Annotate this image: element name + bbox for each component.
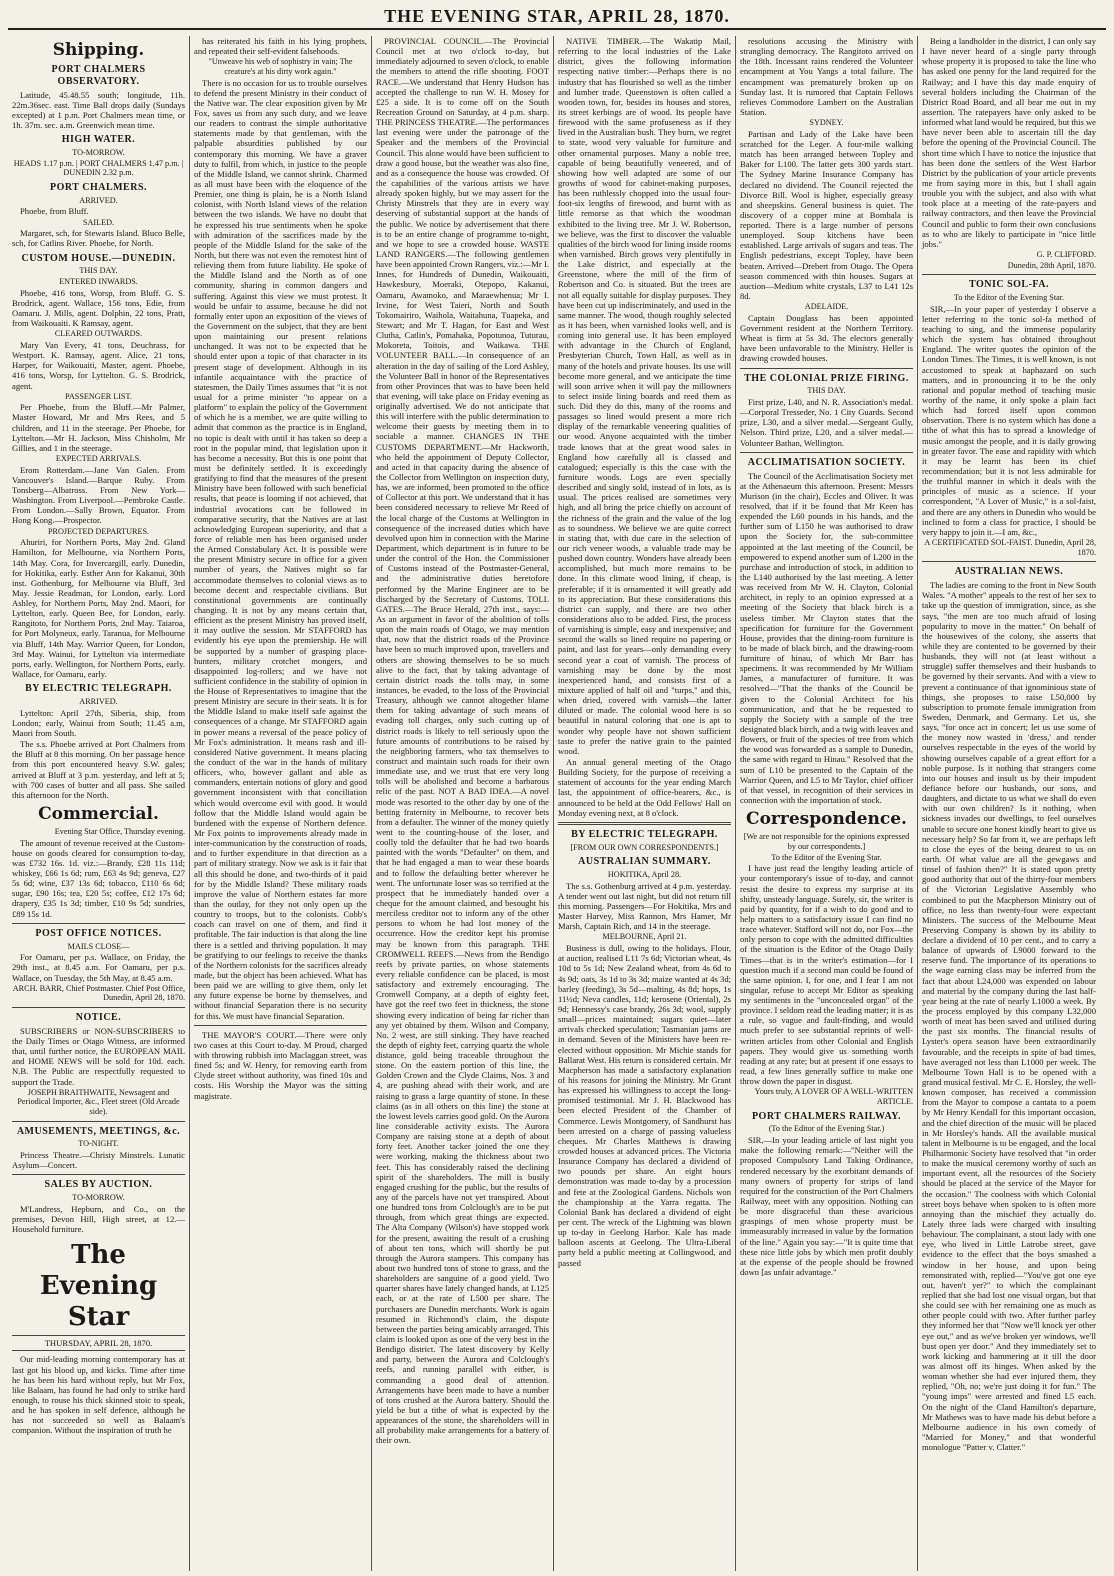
projected-label: PROJECTED DEPARTURES. bbox=[47, 526, 150, 536]
passenger-label: PASSENGER LIST. bbox=[65, 391, 132, 401]
tonic-text: SIR,—In your paper of yesterday I observe a letter referring to the tonic sol-fa method of teaching to sing, and the immense popularity which the system has obtained throughout England. The writer quotes the opinion of the London Times. The Times, it is well known, is not accustomed to speak at haphazard on such matters, and in pronouncing it to be the only rational and popular method of teaching music worthy of the name, it only spoke a plain fact which had forced itself upon common observation. There is no system which has done a tithe of what this has to spread a knowledge of music amongst the people, and it is daily growing in greater favor. The ease and rapidity with which it may be learnt has been its chief recommendation; but it is not less admirable for the truthful manner in which it deals with the principles of music as a science. If your correspondent, "A Lover of Music," is a sol-faist, and there are any others in Dunedin who would be inclined to form a class for practice, I should be very happy to join it.—I am, &c., bbox=[922, 303, 1096, 537]
entered-text: Phoebe, 416 tons, Worsp, from Bluff. G. S. Brodrick, agent. Wallace, 156 tons, Edie, from Oamaru. J. Mills, agent. Dolphin, 22 tons, Pratt, from Waikouaiti. K Ramsay, agent. bbox=[12, 287, 185, 329]
column-5 bbox=[736, 36, 918, 1571]
mails-close-label: MAILS CLOSE— bbox=[67, 941, 130, 951]
passenger-text: Per Phoebe, from the Bluff.—Mr Palmer, Master Howard, Mr and Mrs Rees, and 5 children, and 11 in the steerage. Per Phoebe, for Lyttelton.—Mr H. Jackson, Miss Chisholm, Mr Gillies, and 1 in the steerage. bbox=[12, 402, 185, 453]
divider bbox=[922, 561, 1096, 562]
masthead: THE EVENING STAR, APRIL 28, 1870. bbox=[8, 6, 1106, 30]
notice-heading: NOTICE. bbox=[75, 1012, 122, 1023]
customs-heading: CUSTOM HOUSE.—DUNEDIN. bbox=[21, 252, 176, 264]
high-water-tomorrow: TO-MORROW. bbox=[72, 148, 125, 157]
postmaster: ARCH. BARR, Chief Postmaster. Chief Post Office, Dunedin, April 28, 1870. bbox=[12, 983, 185, 1003]
divider bbox=[12, 1007, 185, 1008]
tonic-signature: A CERTIFICATED SOL-FAIST. Dunedin, April 28, 1870. bbox=[924, 538, 1096, 557]
shipping-heading: Shipping. bbox=[52, 40, 145, 60]
hokitika-text: The s.s. Gothenburg arrived at 4 p.m. yesterday. A tender went out last night, but did not return till this morning. Passengers—For Hokitika, Mrs and Master Harvey, Miss Rannon, Mrs Hamer, Mr Marsh, Captain Rich, and 14 in the steerage. bbox=[558, 880, 731, 932]
entered-label: ENTERED INWARDS. bbox=[59, 277, 138, 287]
native-timber: NATIVE TIMBER.—The Wakatip Mail, referring to the local industries of the Lake district, gives the following information respecting native timber:—Perhaps there is no industry that has flourished so well as the timber and lumber trade. Queenstown is often called a wooden town, for, besides its houses and stores, its street kerbings are of wood. Its people have firewood with the same profuseness as if they lived in the Australian bush. They burn, we regret to state, wood very valuable for furniture and other ornamental purposes. Many a noble tree, capable of being beautifully veneered, and of showing how well adapted are some of our growths of wood for cabinet-making purposes, has been ruthlessly chopped into the usual four-foot-six lengths of firewood, and burnt with as little remorse as that which the woodman exhibited to the living tree. Mr J. W. Robertson, we believe, was the first to discover the valuable qualities of the birch wood for lining inside rooms when varnished. Birch grows very plentifully in the Lake district, and especially at the Greenstone, where the mill of the firm of Robertson and Co. is situated. But the trees are not all equally suitable for display purposes. They have been cut up indiscriminately, and used in the same manner. The wood, though roughly selected as it has been, when varnished looks well, and is coming into general use. It has been employed with advantage in the Church of England, Presbyterian Church, Town Hall, as well as in many of the hotels and private houses. Its use will become more general, and we anticipate the time will soon arrive when it will pay the millowners to select inside lining boards and reed them as such. Did they do this, many of the rooms and passages so lined would present a more rich display of the remarkable veneering qualities of our wood. Anyone acquainted with the timber trade knows that at the great wood sales in England how carefully all is classed and catalogued; especially is this the case with the furniture woods. Logs are even specially described and singly sold, instead of in lots, as is usual. The prices realised are sometimes very high, and all bring the price chiefly on account of the richness of the grain and the value of the log as to soundness. We believe we are quite correct in stating that, with due care in the selection of our rich veneer woods, a valuable trade may be pushed down country. Wonders have already been accomplished, but much more remains to be done. In this climate wood lining, if cheap, is preferable; if it is ornamented it will greatly add to its appreciation. But these considerations this district can supply, and there are two other considerations also to be added. First, the process of varnishing is simple, easy and inexpensive; and second the walls so lined require no papering or paint, and last for years—only demanding every second year a coat of varnish. The process of varnishing may be done by the most inexperienced hand, and consists first of a mixture applied of half oil and "turps," and this, when dried, covered with varnish—the latter diluted or made. The colonial wood here is so beautiful in natural coloring that one is apt to wonder why people have not shown sufficient taste to prefer the native grain to the painted wood. bbox=[558, 36, 731, 756]
port-chalmers-heading: PORT CHALMERS. bbox=[49, 182, 148, 194]
letter-signature: Yours truly, A LOVER OF A WELL-WRITTEN ARTICLE. bbox=[754, 1087, 913, 1106]
column-4 bbox=[554, 36, 736, 1571]
local-news: PROVINCIAL COUNCIL.—The Provincial Council met at two o'clock to-day, but immediately adjourned to seven o'clock, to enable the members to attend the rifle shooting. FOOT RACE.—We understand that Henry Hudson has accepted the challenge to run W. H. Mosey for £25 a side. It is to come off on the South Recreation Ground on Saturday, at 4 p.m. sharp. THE PRINCESS THEATRE.—The performances last evening were under the patronage of the Speaker and the members of the Provincial Council. This alone would have been sufficient to draw a good house, but the weather was also fine, and as a consequence the house was crowded. Of the capabilities of the various artists we have already spoken highly, but we may assert for the Christy Minstrels that they are in every way deserving of substantial support at the hands of the public. We notice by advertisement that there is to be an entire change of programme to-night, and we hope to see a crowded house. WASTE LAND RANGERS.—The following gentlemen have been appointed Crown Rangers, viz.:—Mr I. Innes, for Hundreds of Dunedin, Waikouaiti, Hawkesbury, Moeraki, Otepopo, Kakanui, Oamaru, Awamoko, and Maraewhenua; Mr I. Irvine, for West Taieri, North and South Tokomairiro, Waihola, Waitahuna, Tuapeka, and Stewart; and Mr T. Hagan, for East and West Clutha, Catlin's, Pomahaka, Popotunoa, Tuturau, Mokoreta, Toitois, and Waikawa. THE VOLUNTEER BALL.—In consequence of an alteration in the day of sailing of the Lord Ashley, the Volunteer Ball in honor of the Representatives from other Provinces that was to have been held that evening, will take place on Friday evening as originally advertised. We do not anticipate that this will interfere with the public determination to welcome their guests by meeting them in to sociable a manner. CHANGES IN THE CUSTOMS DEPARTMENT.—Mr Hackworth, who held the appointment of Deputy Collector, and acted in that capacity during the absence of the Collector from Wellington on inspection duty, has, we are informed, been promoted to the office of Collector at this port. We understand that it has been considered necessary to relieve Mr Reed of the local charge of the Customs at Wellington in consequence of the increased duties which have devolved upon him in connection with the Marine Department, which department is in future to be under the control of the Hon. the Commissioner of Customs instead of the Postmaster-General, and the administrative duties heretofore performed by the Marine Engineer are to be discharged by the Secretary of Customs. TOLL GATES.—The Bruce Herald, 27th inst., says:—As an argument in favor of the abolition of tolls upon the main roads of Otago, we may mention that, now that the district roads of the Province have been so much improved upon, travellers and others are showing themselves to be so much alive to the fact, that by taking advantage of certain district roads the tolls may, in some instances, be evaded, to the loss of the Provincial Treasury, although we cannot altogether blame them for taking advantage of such means of evading toll charges, only such cutting up of district roads is likely to tell seriously upon the future amounts of contributions to be raised by the neighboring farmers, who tax themselves to construct and maintain such roads for their own immediate use, and we trust that ere very long tolls will be abolished and become a barbarous relic of the past. NOT A BAD IDEA.—A novel mode was resorted to the other day by one of the betting fraternity in Melbourne, to recover bets from a defaulter. The winner of the money quietly went to the counting-house of the loser, and coolly told the defaulter that he had two boards painted with the words "Defaulter" on them, and that he had engaged a man to wear these boards and to follow the defaulting better wherever he went. The unfortunate loser was so terrified at the prospect that he immediately handed over a cheque for the amount claimed, and besought his merciless creditor not to inform any of the other persons to whom he had lost money of the occurrence. How the creditor kept his promise may be known from this paragraph. THE CROMWELL REEFS.—News from the Bendigo reefs by private parties, on whose statements every reliable confidence can be placed, is most satisfactory and extremely encouraging. The Cromwell Company, at a depth of eighty feet, have got the reef two feet in thickness, the stone showing every indication of being far richer than any yet obtained by them. Wilson and Company, No. 2 west, are still sinking. They have reached the depth of eighty feet, carrying quartz the whole distance, gold being traceable throughout the stone. On the eastern portion of this line, the Golden Crown and the Clyde Claims, Nos. 3 and 4, are pushing ahead with their work, and are raising to grass a large quantity of stone. In these claims (as in all others on this line) the stone at the lowest levels carries good gold. On the Aurora line considerable activity exists. The Aurora Company are raising stone at a depth of about forty feet. Another tacker joined the one they were working, making the thickness about two feet. This has considerably raised the declining spirit of the shareholders. The mill is busily engaged crushing for the public, but the results of any of the parcels have not yet transpired. About one hundred tons from Colclough's are to be put through, from which great things are expected. The Alta Company (Wilson's) have stopped work for the present, awaiting the result of a crushing of about ten tons, which will shortly be put through the Aurora stampers. This company has about two hundred tons of stone to grass, and the shareholders are sanguine of a good yield. Two quarter shares have lately changed hands, at L125 each, or at the rate of L500 per share. The purchasers are Dunedin merchants. Work is again resumed in Richmond's claim, the dispute between the parties being amicably arranged. This claim is looked upon as one of the very best in the Bendigo district. The latest discovery by Kelly and party, between the Aurora and Colclough's reefs, and running parallel with either, is commanding a good deal of attention. Arrangements have been made to have a number of tons crushed at the Aurora battery. Should the yield be but a tithe of what is expected by the appearances of the stone, the shareholders will in all probability make arrangements for a battery of their own. bbox=[376, 36, 549, 1446]
column-2 bbox=[190, 36, 372, 1571]
adelaide-text: Captain Douglass has been appointed Government resident at the Northern Territory. Wheat is firm at 5s 3d. The electors generally have been unfavorable to the Ministry. Heller is drawing crowded houses. bbox=[740, 312, 913, 364]
expected-label: EXPECTED ARRIVALS. bbox=[55, 454, 142, 464]
sailed-text: Margaret, sch, for Stewarts Island. Bluco Belle, sch, for Catlins River. Phoebe, for North. bbox=[12, 228, 185, 249]
railway-letter-continued: Being a landholder in the district, I can only say I have never heard of a single party through whose property it is proposed to take the line who has asked one penny for the land required for the Railway; and I have this day made enquiry of several holders including the Chairman of the District Road Board, and all bear me out in my assertion. The ratepayers have only asked to be informed what land would be required, but this we have never been able to ascertain till the day before the opening of the Provincial Council. The short time which I have to notice the injustice that has been done the settlers of the West Harbor District by the publication of your article prevents me from saying more in this, but I shall again trouble you with the subject, and also with what took place at a meeting of the rate-payers and railway contractors, and then leave the Provincial Council and public to form their own conclusions as to who are likely to participate in "nice little jobs." bbox=[922, 36, 1096, 249]
observatory-heading: PORT CHALMERS OBSERVATORY. bbox=[51, 64, 146, 87]
sales-tomorrow: TO-MORROW. bbox=[72, 1193, 125, 1203]
projected-text: Ahuriri, for Northern Ports, May 2nd. Gland Hamilton, for Melbourne, via Northern Ports, 14th May. Cora, for Invercargill, early. Dunedin, for Hokitika, early. Esther Ann for Kakanui, 30th inst. Gothenburg, for Melbourne via Bluff, 3rd May. Jessie Readman, for London, early. Lord Ashley, for Northern Ports, May 2nd. Maori, for Lyttelton, early. Queen Bee, for London, early. Rangitoto, for Northern Ports, 2nd May. Taiaroa, for Port Molyneux, early. Taranua, for Melbourne via Bluff, 14th May. Warrior Queen, for London, 3rd May. Wainui, for Lyttelton via intermediate ports, early. Wellington, for Northern Ports, early. Wallace, for Oamaru, early. bbox=[12, 537, 185, 680]
sales-heading: SALES BY AUCTION. bbox=[44, 1179, 153, 1191]
electric-text: Lyttelton: April 27th, Siberia, ship, from London; early, Wainui from South; 11.45 a.m, Maori from South. bbox=[12, 707, 185, 738]
leader-body: There is no occasion for us to trouble ourselves to defend the present Ministry in their conduct of the Native war. The clear exposition given by Mr Fox, saves us from any such duty, and we leave our readers to contrast the simple authoritative statements made by that gentleman, with the palpable absurdities published by our contemporary this morning. We have a graver duty to fulfil, from which, in justice to the people of the Middle Island, we cannot shrink. Charmed as all must have been with the eloquence of the Premier, one thing is plain, he is a North Island colonist, with North Island views of the relation between the two islands. We have no doubt that he expressed his true sentiments when he spoke with admiration of the sacrifices made by the people of the Middle Island for the sake of the North, but there was not even the remotest hint of relieving them from future liability. He spoke of the Middle Island and the North as of one community, sharing in common dangers and suffering. Against this view we must protest. It would be unfair to assume, because he did not formally enter upon an exposition of the views of the Government on the subject, that they are bent upon maintaining our present relations unchanged. It was not to be expected that he should enter upon a topic of that character in its present stage of development. Although in its infantile acquaintance with the practice of statesmen, the Daily Times assumes that "it is not usual for a prime minister "to appear on a platform" to explain the policy of the Government of which he is a member, we are quite willing to admit that common as the practice is in England, no topic is dealt with until it has taken so deep a root in the popular mind, that legislation upon it has become a necessity. But this is one point that must be definitely settled. It is exceedingly gratifying to find that the measures of the present Ministry have been followed with such beneficial results, that peace is looming if not achieved, that industrial avocations can be followed in comparative security, that the Natives are at last acknowledging European superiority, and that a force of reliable men has been organised under the Armed Constabulary Act. It is possible were the present Ministry secure in office for a given number of years, the Natives might so far accommodate themselves to colonial views as to become decent and respectable civilians. But constitutional governments are continually changing. It is not by any means certain that, efficient as the present Ministry has proved itself, it may outlive the session. Mr STAFFORD has evidently his eye upon the premiership. He will be supported by a number of grasping place-hunters, military crotchet mongers, and disappointed log-rollers; and we have not sufficient confidence in the stability of opinion in the House of Representatives to imagine that the present Ministry are secure in their seats. It is for the Middle Island to make itself safe against the consequences of a change. Mr STAFFORD again in power means a reversal of the peace policy of Mr Fox's administration. It means rash and ill-considered Native government. It means placing the conduct of the war in the hands of military officers, who, however gallant and able as commanders, entertain notions of glory and good government inconsistent with that conciliation which would overcome evil with good. It would follow that the Middle Island would again be burdened with the expense of Northern defence. Mr Fox points to improvements already made in inter-communication by the construction of roads, and to further expenditure in that direction as a part of military strategy. Now we ask is it fair that all this should be done, and two-thirds of it paid for by the Middle Island? These military roads improve the value of Northern estates far more than the outlay, for they not only open up the country to troops, but to the colonists. Cobb's coach can travel on one of them, and find it profitable. The fair induction is that along the line there is a settled and thriving population. It may be gratifying to our feelings to receive the thanks of the Northern colonists for the sacrifices already made, but the object has been achieved. What has been paid we are willing to give them, only let any future expense be borne by themselves, and without financial Separation there is no security for this. We must have financial Separation. bbox=[194, 77, 367, 1021]
electric-heading: BY ELECTRIC TELEGRAPH. bbox=[25, 683, 172, 695]
column-6 bbox=[918, 36, 1100, 1571]
leader-continued: has reiterated his faith in his lying prophets, and repeated their self-evident falsehoods. bbox=[194, 36, 367, 57]
arrived-label: ARRIVED. bbox=[79, 195, 118, 205]
tonic-salutation: To the Editor of the Evening Star. bbox=[953, 293, 1065, 303]
electric-arrived-label: ARRIVED. bbox=[79, 696, 118, 706]
hokitika-dateline: HOKITIKA, April 28. bbox=[607, 870, 682, 880]
amusements-tonight: TO-NIGHT. bbox=[78, 1139, 119, 1149]
phoebe-text: The s.s. Phoebe arrived at Port Chalmers from the Bluff at 8 this morning. On her passage hence from this port encountered heavy S.W. gales; arrived at Bluff at 3 p.m. yesterday, and left at 5; with 700 cases of butter and all pass. She sailed this afternoon for the North. bbox=[12, 739, 185, 800]
railway-signature: G. P. CLIFFORD. bbox=[1036, 249, 1096, 259]
railway-text: SIR,—In your leading article of last night you make the following remark:—"Neither will the proposed Compulsory Land Taking Ordinance, rendered necessary by the exorbitant demands of many owners of property for strips of land required for the construction of the Port Chalmers Railway, meet with any opposition. Nothing can be more disgraceful than these avaricious graspings of men whose property must be immeasurably increased in value by the formation of the line." Again you say:—"It is quite time that these nice little jobs by which men profit doubly at the expense of the people should be frowned down [as unfair advantage." bbox=[740, 1135, 913, 1277]
divider bbox=[12, 1121, 185, 1122]
sales-text: M'Landress, Hepburn, and Co., on the premises, Devon Hill, High street, at 12.—Household furniture. bbox=[12, 1203, 185, 1235]
australian-news-text: The ladies are coming to the front in New South Wales. "A mother" appeals to the rest of her sex to take up the question of immigration, since, as she says, "the men are too much afraid of losing popularity to move in the matter." On behalf of the housewives of the colony, she asserts that while they are contented to be governed by their husbands, they will not (at least without a struggle) suffer themselves and their husbands to be governed by their servants. And with a view to prevent a continuance of that ignominious state of things, she proposes to raise L50,000 by subscription to promote female immigration from Sweden, Denmark, and Germany. Let us, she says, "for once act in concert; let us use some of the money now wasted in 'dress,' and render ourselves respectable in the eyes of the world by showing ourselves capable of a great effort for a noble purpose. Is it nothing that strangers come into our houses and insult us by their impudent defiance before our husbands, our sons, and daughters, and dictate to us what we shall do even with our own children? Is it nothing, when sickness invades our dwellings, to feel ourselves unable to secure one honest kindly heart to give us necessary help? So far from it, we are perhaps left to close the eyes of the being dearest to us on earth. Of what value are all the gewgaws and tinsel of fashion then?" It is stated upon pretty good authority that out of the thirty-four members of the Victorian Legislative Assembly who combined to put the Macpherson Ministry out of office, no less than twenty-four were expectant Ministers. The success of the Melbourne Meat Preserving Company is shown by its ability to declare a dividend of 10 per cent., and to carry a balance of upwards of L9000 forward to the reserve fund. The importance of its operations to the wage earning class may be inferred from the fact that about L24,000 was expended on labour and material by the company during the last half-year being at the rate of nearly L1000 a week. By the process employed by this company L32,000 worth of meat has been saved and utilised during the past six months. The financial results of Lyster's opera season have been extraordinarily favourable, and the receipts in spite of bad times, have averaged not less than L1000 per week. The Melbourne Town Hall is to be opened with a grand musical festival. Mr C. E. Horsley, the well-known composer, has received a commission from the Mayor to compose a cantata to a poem by Mr Henry Kendall for this important occasion, and the chief direction of the music will be placed in Mr Horsley's hands. All the available musical talent in Melbourne is to be engaged, and the local Philharmonic Society have resolved that "in order to make the musical ceremony worthy of such an important event, all the resources of the Society should be placed at the service of the Mayor for the occasion." The coolness with which Colonial street boys behave when spoken to is often more annoying than the mischief they actually do. Lately three lads were charged with insulting behaviour. The complainant, a stout lady with one eye, who lived in Little Latrobe street, gave evidence to the effect that the boys smashed a window in her house, and upon being remonstrated with, replied—"You've got one eye out, haven't yer?" to which the complainant replied that she had lost one visual organ, but that she could see with her remaining one as much as other people could with two. After further parley they informed her that "Now we'll knock yer other eye out," and as we've broken yer windows, we'll bust open yer door." And they immediately set to work kicking and hammering at it till the door was almost off its hinges. When asked by the woman whether she had ever injured them, they replied, "Oh, no; we're just doing it for fun." The "young imps" were arrested and fined L5 each. On the night of the Cland Hamilton's departure, Mr Mathews was to have made his debut before a Melbourne audience in his own comedy of "Married for Money," and that wonderful monologue "Patter v. Clatter." bbox=[922, 580, 1096, 1453]
commercial-office: Evening Star Office, Thursday evening. bbox=[54, 826, 185, 836]
tide-times: HEADS 1.17 p.m. | PORT CHALMERS 1.47 p.m. | DUNEDIN 2.32 p.m. bbox=[13, 158, 184, 178]
dateline: THURSDAY, APRIL 28, 1870. bbox=[12, 1335, 185, 1351]
commercial-heading: Commercial. bbox=[38, 803, 159, 824]
high-water-heading: HIGH WATER. bbox=[61, 134, 136, 146]
sydney-dateline: SYDNEY. bbox=[809, 118, 844, 128]
prize-firing-heading: THE COLONIAL PRIZE FIRING. bbox=[744, 372, 909, 384]
amusements-heading: AMUSEMENTS, MEETINGS, &c. bbox=[16, 1125, 181, 1137]
telegraph-heading: BY ELECTRIC TELEGRAPH. bbox=[571, 828, 718, 840]
divider bbox=[740, 368, 913, 369]
building-society: An annual general meeting of the Otago Building Society, for the purpose of receiving a statement of accounts for the year ending March last, the appointment of office-bearers, &c., is announced to be held at the Odd Fellows' Hall on Monday evening next, at 8 o'clock. bbox=[558, 756, 731, 818]
australian-news-heading: AUSTRALIAN NEWS. bbox=[954, 566, 1064, 578]
railway-signature-date: Dunedin, 28th April, 1870. bbox=[1007, 260, 1096, 270]
post-office-heading: POST OFFICE NOTICES. bbox=[35, 927, 162, 939]
cleared-label: CLEARED OUTWARDS. bbox=[54, 329, 143, 339]
acclimatisation-text: The Council of the Acclimatisation Society met at the Athenaeum this afternoon. Present: Messrs Murison (in the chair), Eccles and Oliver. It was resolved, that if it be found that Mr Keen has expended the L60 pounds in his hands, and the further sum of L150 he was authorised to draw upon the Society for, the sub-committee appointed at the last meeting of the Council, be empowered to expend another sum of L200 in the purchase and introduction of stock, in addition to the L140 authorised by the last meeting. A letter was received from Mr W. H. Clayton, Colonial architect, in reply to an opinion expressed at a meeting of the Society that black birch is a useless timber. Mr Clayton states that the specification for furniture for the Government House, provides that the dining-room furniture is to be made of black birch, and the drawing-room furniture of hinau, of which Mr Barr has specimens. It was recommended by Mr William James, a manufacturer of furniture. It was resolved—"That the thanks of the Council be given to the Colonial Architect for his communication, and that he be requested to supply the Society with a sample of the tree designated black birch, and a twig with leaves and flowers, or fruit of the species of tree from which the wood was forwarded as a sample to Dunedin, the same with regard to Hinau." Resolved that the sum of L10 be presented to the Captain of the Warrior Queen, and L5 to Mr Taylor, chief officer of that vessel, in recognition of their services in connection with the importation of stock. bbox=[740, 470, 914, 806]
leader-text: Our mid-leading morning contemporary has at last got his blood up, and kicks. Time after time he has been his hard without reply, but Mr Fox, like Balaam, has found he had only to strike hard enough, to rouse his thick skinned stoic to speak, and he has spoken in self defence, although he has not succeeded so well as Balaam's companion. Without the inspiration of truth he bbox=[12, 1354, 185, 1436]
melbourne-continued: resolutions accusing the Ministry with strangling democracy. The Rangitoto arrived on the 18th. Incessant rains rendered the Volunteer encampment at You Yangs a total failure. The encampment was prematurely broken up on Sunday last. It is rumored that Captain Fellows relieves Commodore Lambert on the Australian Station. bbox=[740, 36, 913, 117]
divider bbox=[12, 923, 185, 924]
paper-title: The Evening Star bbox=[39, 1240, 158, 1332]
observatory-text: Latitude, 45.48.55 south; longitude, 11h. 22m.36sec. east. Time Ball drops daily (Sundays excepted) at 1 p.m. Port Chalmers mean time, or 1h. 37m. sec. a.m. Greenwich mean time. bbox=[12, 89, 185, 131]
railway-heading: PORT CHALMERS RAILWAY. bbox=[751, 1110, 902, 1122]
divider bbox=[922, 274, 1096, 275]
expected-text: Erom Rotterdam.—Jane Van Galen. From Vancouver's Island.—Barque Ruby. From Tonsberg—Albatross. From New York—Washington. From Liverpool.—Pembroke Castle. From London.—Sally Brown, Equator. From Hong Kong.—Prospector. bbox=[12, 464, 185, 526]
letter-text: I have just read the lengthy leading article of your contemporary's issue of to-day, and cannot resist the desire to express my surprise at its shifty, unsteady language. Surely, sir, the writer is paid by quantity, for if a wish to do good and to help matters to a satisfactory issue I can find no trace whatever. Stafford will not do, nor Fox—the only person to cope with the admitted difficulties of the situation is the Editor of the Otago Daily Times—that is in the writer's estimation—for I question much if a second man could be found of the same opinion. I, for one, and I fear I am not singular, refuse to accept Mr Editor as speaking my sentiments in the "unconcealed organ" of the province. I seldom read the leading matter; it is as a rule, so vague and fault-finding, and would much prefer to see substantial reprints of well-written articles from other Colonial and English papers. They would give us something worth reading at any rate; but at present if one essays to read, a few lines generally suffice to make one throw down the paper in disgust. bbox=[740, 863, 913, 1087]
melbourne-dateline: MELBOURNE, April 21. bbox=[602, 932, 687, 942]
column-1 bbox=[8, 36, 190, 1571]
customs-day: THIS DAY. bbox=[79, 266, 118, 276]
railway-salutation: (To the Editor of the Evening Star.) bbox=[768, 1124, 885, 1134]
prize-text: First prize, L40, and N. R. Association's medal.—Corporal Tresseder, No. 1 City Guards. Second prize, L30, and a silver medal.—Sergeant Gully, Nelson. Third prize, L20, and a silver medal.—Volunteer Bathan, Wellington. bbox=[740, 397, 913, 448]
notice-text: SUBSCRIBERS or NON-SUBSCRIBERS to the Daily Times or Otago Witness, are informed that, until further notice, the EUROPEAN MAIL and HOME NEWS will be sold for 10d. each. N.B. The Public are respectfully requested to support the Trade. bbox=[12, 1025, 185, 1087]
divider bbox=[740, 452, 913, 453]
divider bbox=[558, 822, 731, 825]
columns bbox=[8, 36, 1106, 1571]
melbourne-text: Business is dull, owing to the holidays. Flour, at auction, realised L11 7s 6d; Victorian wheat, 4s 10d to 5s 1d; New Zealand wheat, from 4s 6d to 4s 9d; oats, 3s 1d to 3s 3d; maize wanted at 4s 3d; barley (feeding), 3s 5d—malting, 4s 8d; hops, 1s 11½d; Neva candles, 11d; kerosene (Oriental), 2s 9d; Hennessy's case brandy, 26s 3d; wool, supply small—prices maintained; sugars quiet—later arrivals checked speculation; Tasmanian jams are in demand. Seven of the Ministers have been re-elected without opposition. Mr Michie stands for Ballarat West. His return is considered certain. Mr Macpherson has made a satisfactory explanation of his reasons for joining the Ministry. Mr Grant has expressed his willingness to accept the long-promised testimonial. Mr J. H. Blackwood has been elected President of the Chamber of Commerce. Lewis Montgomery, of Sandhurst has been arrested on a charge of passing valueless cheques. Mr Charles Matthews is drawing crowded houses at advanced prices. The Victoria Insurance Company has declared a dividend of two pounds per share. An eight hours demonstration was made to-day by a procession and fete at the Zoological Gardens. Nichols won the championship at the Yarra regatta. The Colonial Bank has declared a dividend of eight per cent. The wreck of the Lightning was blown up to-day in Geelong Harbor. Kale has made balloon ascents at Geelong. The Ultra-Liberal party held a public meeting at Collingwood, and passed bbox=[558, 943, 731, 1268]
leader-quote: "Unweave his web of sophistry in vain; The creature's at his dirty work again." bbox=[208, 57, 353, 76]
column-3 bbox=[372, 36, 554, 1571]
cleared-text: Mary Van Every, 41 tons, Deuchrass, for Westport. K. Ramsay, agent. Alice, 21 tons, Harper, for Waikouaiti, Master, agent. Phoebe, 416 tons, Worsp, for Lyttelton. G. S. Brodrick, agent. bbox=[12, 339, 185, 391]
correspondence-disclaimer: [We are not responsible for the opinions expressed by our correspondents.] bbox=[743, 832, 910, 851]
divider bbox=[194, 1025, 367, 1026]
amusements-text: Princess Theatre.—Christy Minstrels. Lunatic Asylum—Concert. bbox=[12, 1150, 185, 1171]
adelaide-dateline: ADELAIDE. bbox=[804, 302, 849, 312]
sydney-text: Partisan and Lady of the Lake have been scratched for the Leger. A four-mile walking match has been arranged between Topley and Baker for L100. The latter gets 300 yards start. The Sydney Marine Insurance Company has declared no dividend. The Council rejected the Divorce Bill. Wool is higher, especially greasy and sheepskins. General business is quiet. The discovery of a copper mine at Bombala is reported. There is a large number of persons unemployed. Soup kitchens have been established. Large arrivals of sugars and teas. The English pedestrians, except Topley, have been beaten. Arrived—Drebert from Otago. The Opera season commenced with thin houses. Sugars at auction—Medium white crystals, L37 to L41 12s 8d. bbox=[740, 128, 913, 302]
prize-day: THIS DAY. bbox=[807, 386, 846, 396]
divider bbox=[12, 1174, 185, 1175]
australian-summary-heading: AUSTRALIAN SUMMARY. bbox=[578, 856, 711, 868]
mayors-court: THE MAYOR'S COURT.—There were only two cases at this Court to-day. M Proud, charged with throwing rubbish into Maclaggan street, was fined 5s; and W. Henry, for removing earth from Clyde street without authority, was fined 10s and costs. His Worship the Mayor was the sitting magistrate. bbox=[194, 1029, 367, 1101]
arrived-text: Phoebe, from Bluff. bbox=[20, 206, 89, 217]
commercial-text: The amount of revenue received at the Custom-house on goods cleared for consumption to-day, was £732 16s. 1d. viz.:—Brandy, £28 11s 11d; whiskey, £66 1s 6d; rum, £63 4s 9d; geneva, £27 5s 6d; wine, £37 13s 6d; tobacco, £110 6s 6d; sugar, £90 16s; tea, £20 5s; coffee, £12 17s 6d; drapery, £35 1s 3d; timber, £10 9s 5d; sundries, £89 15s 1d. bbox=[12, 837, 185, 919]
tonic-solfa-heading: TONIC SOL-FA. bbox=[968, 279, 1050, 291]
acclimatisation-heading: ACCLIMATISATION SOCIETY. bbox=[747, 456, 906, 468]
letter-salutation: To the Editor of the Evening Star. bbox=[771, 852, 882, 862]
braithwaite: JOSEPH BRAITHWAITE, Newsagent and Periodical Importer, &c., Fleet street (Old Arcade side). bbox=[17, 1087, 180, 1116]
post-text: For Oamaru, per p.s. Wallace, on Friday, the 29th inst., at 8.45 a.m. For Oamaru, per p.s. Wallace, on Tuesday, the 5th May, at 8.45 a.m. bbox=[12, 952, 185, 983]
sailed-label: SAILED. bbox=[82, 217, 115, 227]
correspondence-heading: Correspondence. bbox=[746, 809, 907, 830]
correspondents-note: [FROM OUR OWN CORRESPONDENTS.] bbox=[570, 842, 719, 852]
